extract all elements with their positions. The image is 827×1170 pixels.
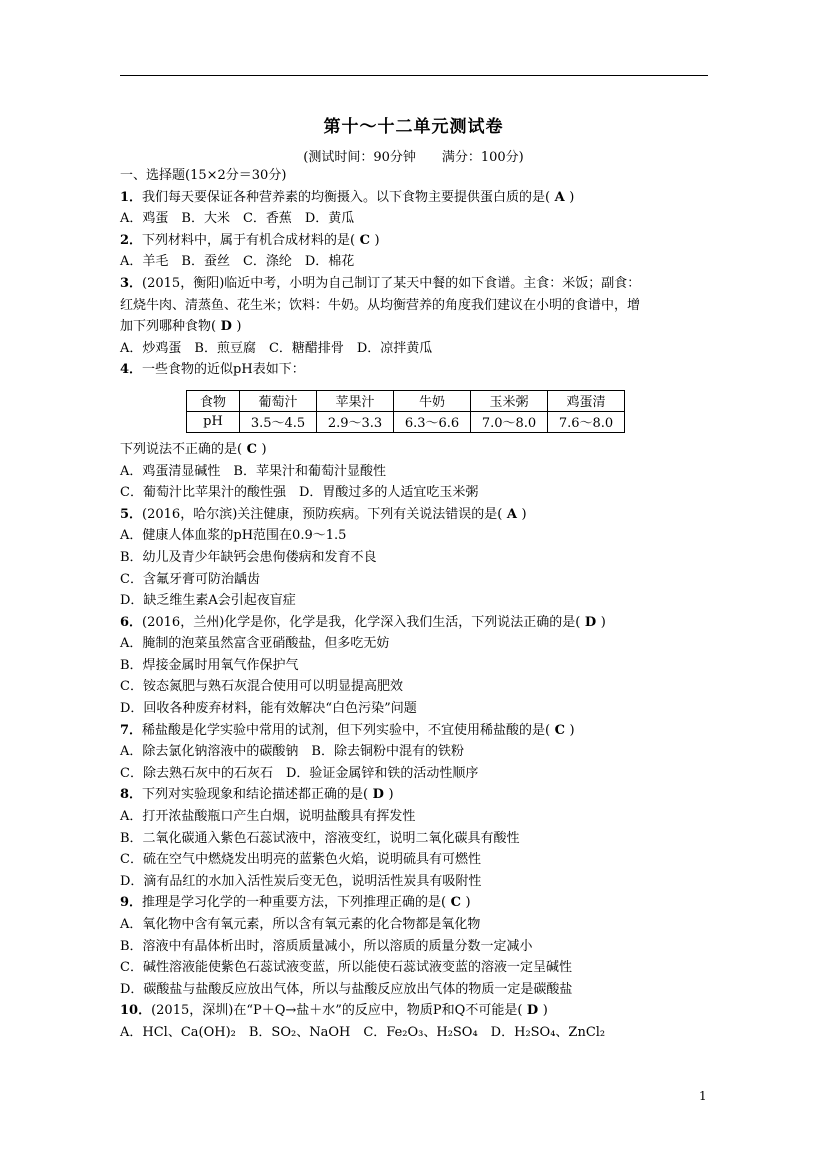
question-block — [120, 273, 710, 359]
question-number: 3． — [120, 275, 143, 291]
option-line: A．HCl、Ca(OH)₂ B．SO₂、NaOH C．Fe₂O₃、H₂SO₄ D．H₂SO₄、ZnCl₂ — [120, 1024, 606, 1040]
question-text-end: ) — [521, 506, 527, 522]
answer-letter: C — [446, 895, 466, 911]
question-text-end: ) — [569, 722, 575, 738]
option-line: A．鸡蛋 B．大米 C．香蕉 D．黄瓜 — [120, 211, 355, 227]
option-line: A．鸡蛋清显碱性 B．苹果汁和葡萄汁显酸性 — [120, 463, 386, 479]
option-line: C．除去熟石灰中的石灰石 D．验证金属锌和铁的活动性顺序 — [120, 765, 479, 781]
question-text: 稀盐酸是化学实验中常用的试剂，但下列实验中，不宜使用稀盐酸的是( — [142, 722, 551, 738]
question-text: (2015，深圳)在“P＋Q→盐＋水”的反应中，物质P和Q不可能是( — [151, 1003, 523, 1019]
option-line: B．溶液中有晶体析出时，溶质质量减小，所以溶质的质量分数一定减小 — [120, 938, 533, 954]
option-line: B．焊接金属时用氧气作保护气 — [120, 657, 299, 673]
ph-table-cell: 2.9～3.3 — [317, 411, 394, 432]
option-line: D．缺乏维生素A会引起夜盲症 — [120, 593, 296, 609]
question-line — [120, 316, 710, 338]
answer-letter: D — [522, 1003, 543, 1019]
question-number: 8． — [120, 787, 143, 803]
question-number: 7． — [120, 722, 143, 738]
question-text: 下列对实验现象和结论描述都正确的是( — [142, 787, 369, 803]
option-line: B．幼儿及青少年缺钙会患佝偻病和发育不良 — [120, 549, 377, 565]
option-line: C．含氟牙膏可防治龋齿 — [120, 571, 260, 587]
question-line — [120, 784, 710, 806]
question-text: 加下列哪种食物( — [120, 319, 217, 335]
ph-table-cell: 6.3～6.6 — [394, 411, 471, 432]
ph-table-cell: 苹果汁 — [317, 390, 394, 411]
question-line — [120, 359, 710, 381]
ph-table-cell: 牛奶 — [394, 390, 471, 411]
question-block — [120, 892, 710, 1000]
option-line: A．除去氯化钠溶液中的碳酸钠 B．除去铜粉中混有的铁粉 — [120, 744, 464, 760]
ph-table — [186, 390, 625, 433]
page-title: 第十～十二单元测试卷 — [323, 117, 504, 137]
question-line — [120, 892, 710, 914]
option-line: D．碳酸盐与盐酸反应放出气体，所以与盐酸反应放出气体的物质一定是碳酸盐 — [120, 981, 573, 997]
question-number: 9． — [120, 895, 143, 911]
question-line — [120, 230, 710, 252]
question-text-end: ) — [261, 441, 267, 457]
answer-letter: D — [368, 787, 389, 803]
option-line: A．氧化物中含有氧元素，所以含有氧元素的化合物都是氧化物 — [120, 917, 481, 932]
question-block — [120, 612, 710, 720]
question-block — [120, 230, 710, 273]
question-number: 5． — [120, 506, 143, 522]
question-block — [120, 1000, 710, 1043]
question-number: 2． — [120, 232, 143, 248]
question-text: 推理是学习化学的一种重要方法，下列推理正确的是( — [142, 895, 447, 911]
ph-table-cell: 3.5～4.5 — [240, 411, 317, 432]
question-line — [120, 273, 710, 295]
ph-table-cell: 7.6～8.0 — [548, 411, 625, 432]
answer-letter: C — [355, 232, 375, 248]
ph-table-cell: 葡萄汁 — [240, 390, 317, 411]
option-line: C．葡萄汁比苹果汁的酸性强 D．胃酸过多的人适宜吃玉米粥 — [120, 485, 479, 501]
question-line — [120, 295, 710, 317]
question-number: 1． — [120, 189, 143, 205]
option-line: A．羊毛 B．蚕丝 C．涤纶 D．棉花 — [120, 254, 355, 270]
ph-table-cell: 玉米粥 — [471, 390, 548, 411]
question-text: 一些食物的近似pH表如下： — [142, 362, 305, 378]
option-line: B．二氧化碳通入紫色石蕊试液中，溶液变红，说明二氧化碳具有酸性 — [120, 830, 520, 846]
option-line: C．碱性溶液能使紫色石蕊试液变蓝，所以能使石蕊试液变蓝的溶液一定呈碱性 — [120, 960, 572, 976]
question-number: 6． — [120, 614, 143, 630]
section-heading: 一、选择题(15×2分＝30分) — [120, 168, 287, 183]
option-line: C．硫在空气中燃烧发出明亮的蓝紫色火焰，说明硫具有可燃性 — [120, 852, 481, 868]
question-line — [120, 439, 710, 461]
test-info: (测试时间：90分钟 满分：100分) — [303, 150, 524, 165]
question-block — [120, 784, 710, 892]
question-line — [120, 612, 710, 634]
question-text-end: ) — [465, 895, 471, 911]
answer-letter: D — [216, 319, 237, 335]
question-text-end: ) — [374, 232, 380, 248]
ph-table-cell: 7.0～8.0 — [471, 411, 548, 432]
question-text: 红烧牛肉、清蒸鱼、花生米；饮料：牛奶。从均衡营养的角度我们建议在小明的食谱中，增 — [120, 297, 641, 313]
question-text-end: ) — [388, 787, 394, 803]
answer-letter: D — [580, 614, 601, 630]
question-block — [120, 359, 710, 503]
question-text-end: ) — [569, 189, 575, 205]
answer-letter: C — [242, 441, 262, 457]
ph-table-cell: pH — [187, 411, 240, 432]
question-text: (2016，哈尔滨)关注健康，预防疾病。下列有关说法错误的是( — [142, 506, 503, 522]
answer-letter: A — [502, 506, 522, 522]
option-line: C．铵态氮肥与熟石灰混合使用可以明显提高肥效 — [120, 679, 403, 695]
question-text-end: ) — [600, 614, 606, 630]
answer-letter: C — [550, 722, 570, 738]
ph-table-row — [187, 411, 625, 432]
question-line — [120, 504, 710, 526]
question-text: 我们每天要保证各种营养素的均衡摄入。以下食物主要提供蛋白质的是( — [142, 189, 551, 205]
question-number: 4． — [120, 362, 143, 378]
option-line: A．健康人体血浆的pH范围在0.9～1.5 — [120, 528, 347, 544]
header-rule — [120, 75, 708, 76]
question-line — [120, 1000, 710, 1022]
option-line: A．打开浓盐酸瓶口产生白烟，说明盐酸具有挥发性 — [120, 809, 416, 825]
question-text: (2016，兰州)化学是你，化学是我，化学深入我们生活，下列说法正确的是( — [142, 614, 581, 630]
option-line: D．回收各种废弃材料，能有效解决“白色污染”问题 — [120, 701, 417, 717]
question-block — [120, 720, 710, 785]
option-line: D．滴有品红的水加入活性炭后变无色，说明活性炭具有吸附性 — [120, 873, 482, 889]
answer-letter: A — [550, 189, 570, 205]
question-text-end: ) — [236, 319, 242, 335]
option-line: A．腌制的泡菜虽然富含亚硝酸盐，但多吃无妨 — [120, 636, 390, 652]
question-line — [120, 187, 710, 209]
ph-table-cell: 食物 — [187, 390, 240, 411]
question-text: 下列材料中，属于有机合成材料的是( — [142, 232, 356, 248]
ph-table-header-row — [187, 390, 625, 411]
question-text: (2015，衡阳)临近中考，小明为自己制订了某天中餐的如下食谱。主食：米饭；副食： — [142, 275, 641, 291]
question-line — [120, 720, 710, 742]
option-line: A．炒鸡蛋 B．煎豆腐 C．糖醋排骨 D．凉拌黄瓜 — [120, 340, 433, 356]
question-number: 10． — [120, 1003, 152, 1019]
question-list — [120, 187, 710, 1044]
question-block — [120, 504, 710, 612]
page-number: 1 — [699, 1089, 707, 1103]
question-text-end: ) — [542, 1003, 548, 1019]
document-body — [120, 165, 710, 1044]
question-text: 下列说法不正确的是( — [120, 441, 243, 457]
question-block — [120, 187, 710, 230]
ph-table-cell: 鸡蛋清 — [548, 390, 625, 411]
